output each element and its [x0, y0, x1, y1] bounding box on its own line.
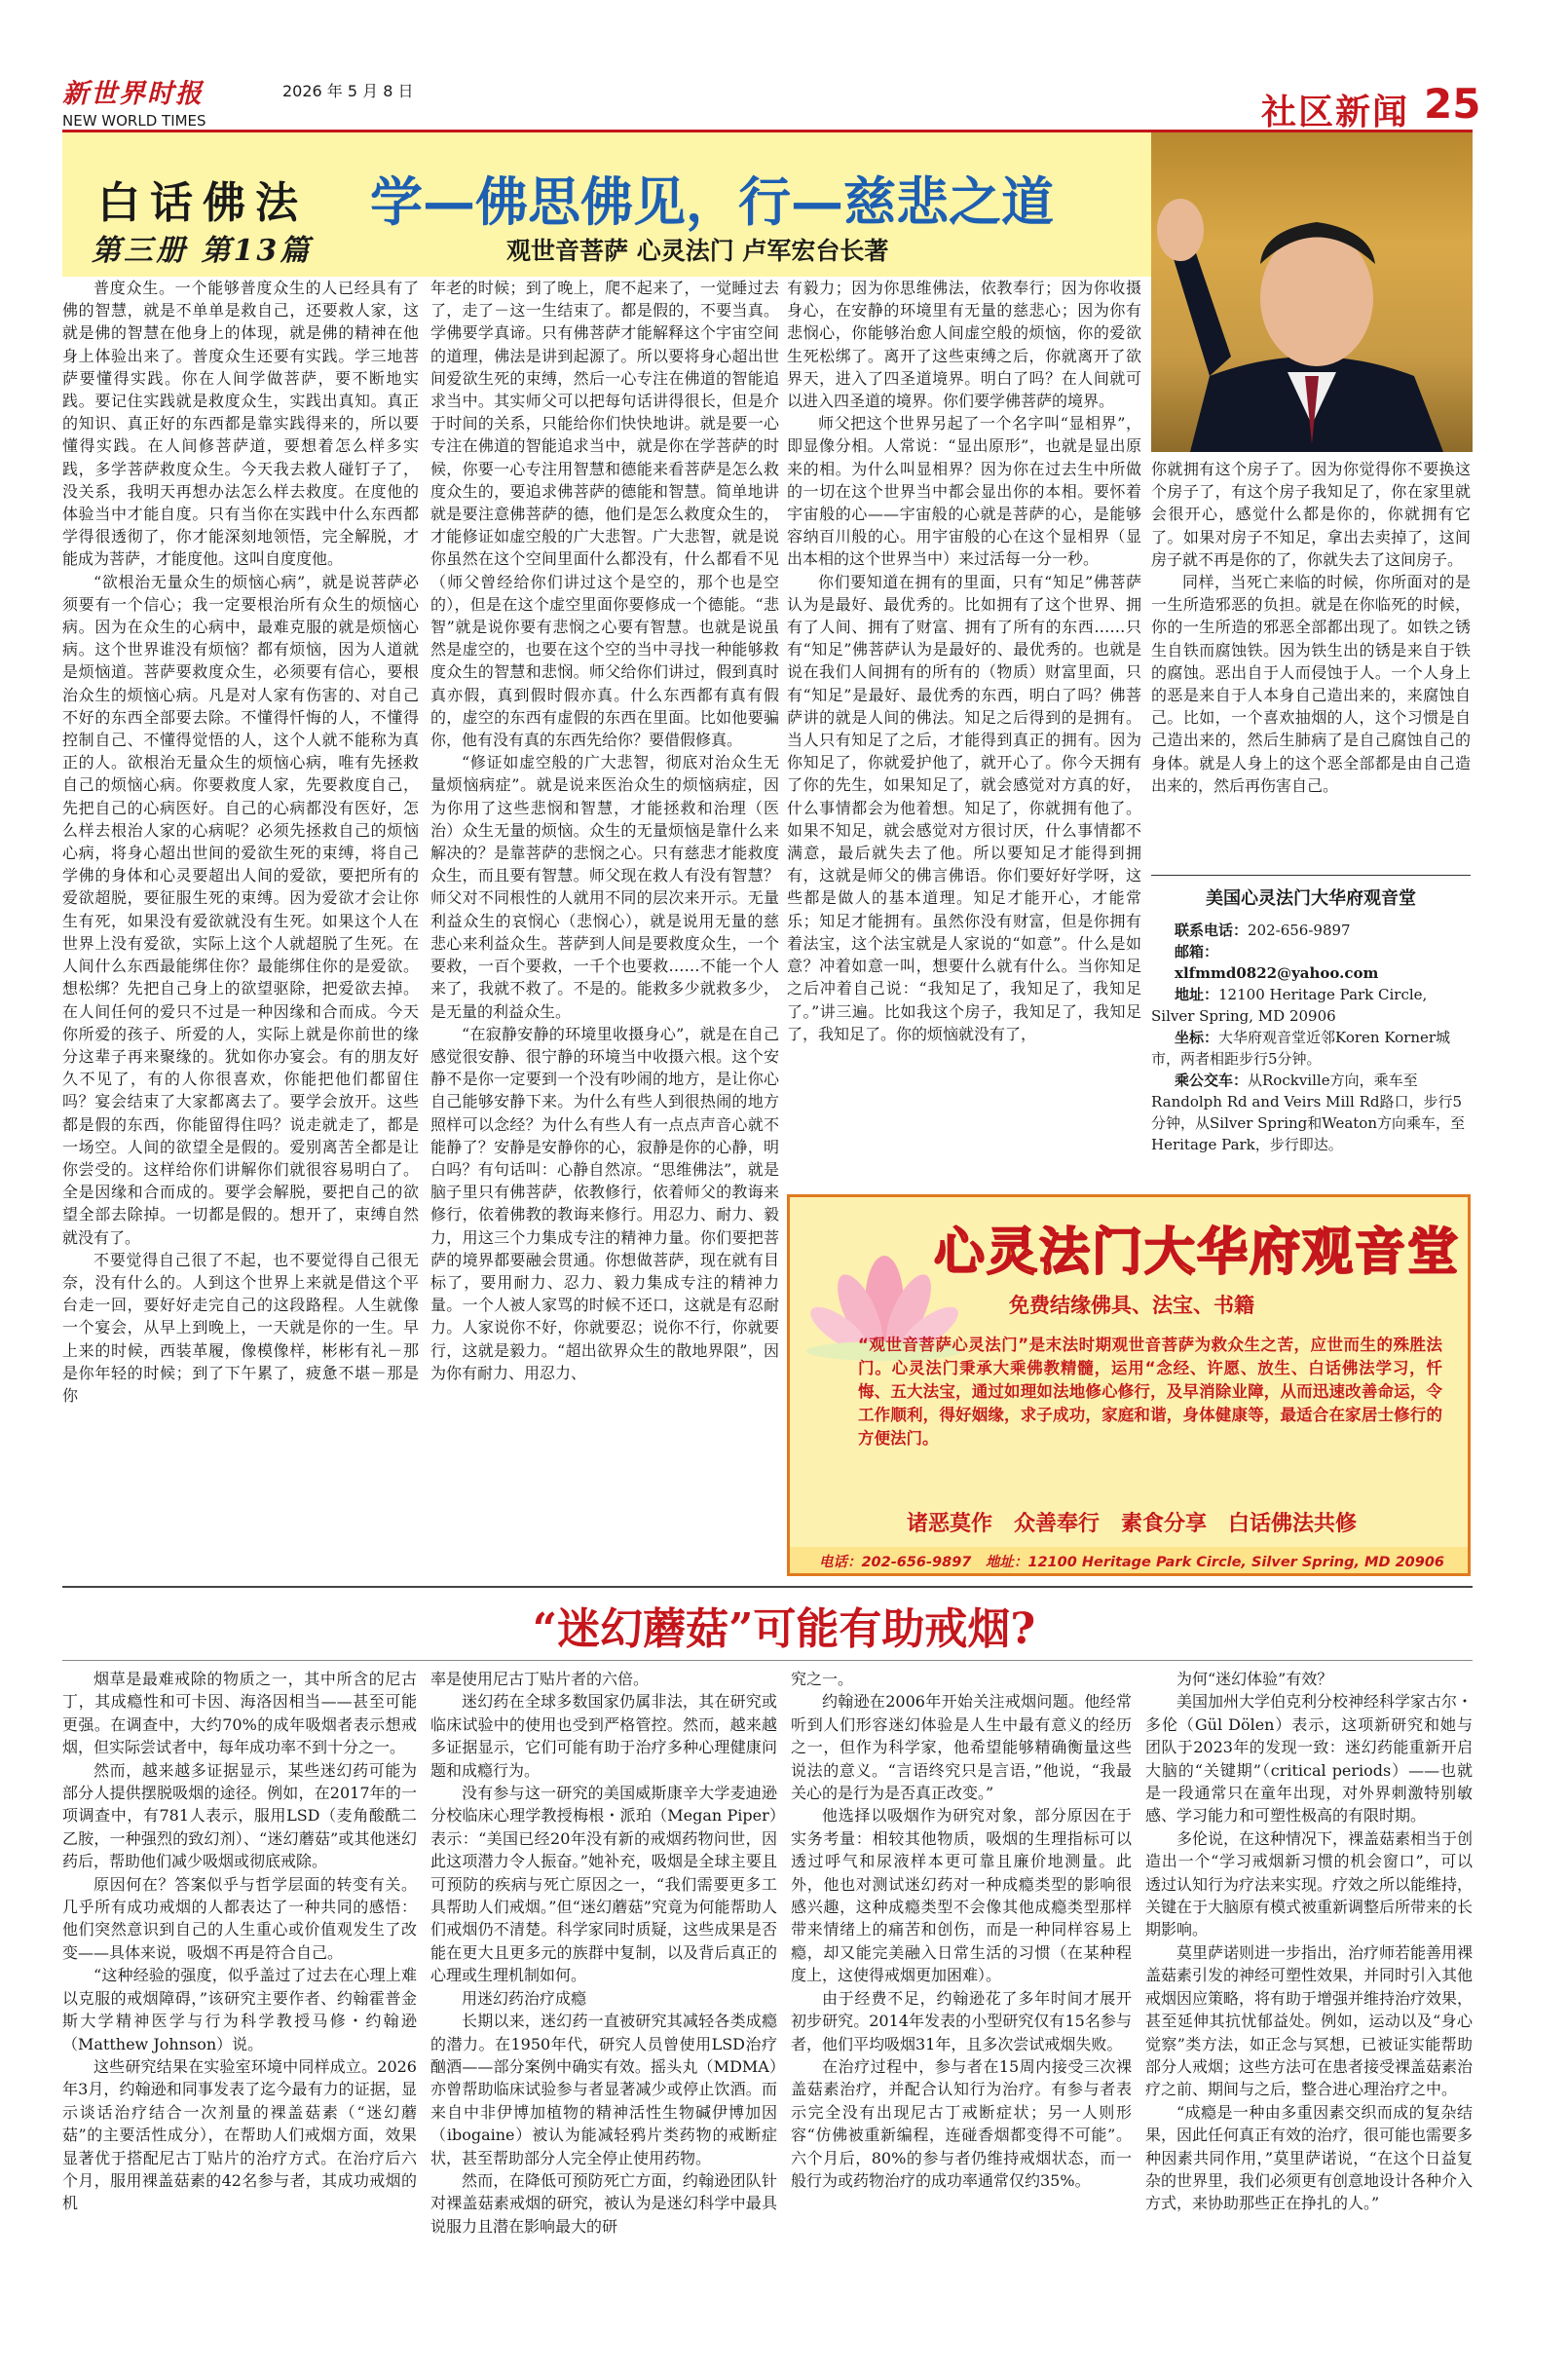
news-paragraph: 烟草是最难戒除的物质之一，其中所含的尼古丁，其成瘾性和可卡因、海洛因相当——甚至可能更强。在调查中，大约70%的成年吸烟者表示想戒烟，但实际尝试者中，每年成功率不到十分之一。 — [62, 1670, 417, 1757]
news-paragraph: 他选择以吸烟作为研究对象，部分原因在于实务考量：相较其他物质，吸烟的生理指标可以透过呼气和尿液样本更可靠且廉价地测量。此外，他也对测试迷幻药对一种成瘾类型的影响很感兴趣，这种成瘾类型不会像其他成瘾类型那样带来情绪上的痛苦和创伤，而是一种同样容易上瘾，却又能完美融入日常生活的习惯（在某种程度上，这使得戒烟更加困难）。 — [791, 1806, 1132, 1985]
email-address[interactable]: xlfmmd0822@yahoo.com — [1175, 964, 1379, 982]
ad-contact-bar: 电话：202-656-9897 地址：12100 Heritage Park Circle, Silver Spring, MD 20906 — [790, 1547, 1471, 1576]
email-label: 邮箱： — [1175, 943, 1219, 960]
news-paragraph: 原因何在？答案似乎与哲学层面的转变有关。几乎所有成功戒烟的人都表达了一种共同的感悟：他们突然意识到自己的人生重心或价值观发生了改变——具体来说，吸烟不再是符合自己。 — [62, 1874, 417, 1962]
bus-label: 乘公交车： — [1175, 1072, 1249, 1089]
contact-box — [1151, 883, 1471, 1155]
article-column-1 — [62, 277, 419, 1574]
news-paragraph: 没有参与这一研究的美国威斯康辛大学麦迪逊分校临床心理学教授梅根・派珀（Megan Piper）表示：“美国已经20年没有新的戒烟药物问世，因此这项潜力令人振奋。”她补充，吸烟是全球主要且可预防的疾病与死亡原因之一，“我们需要更多工具帮助人们戒烟。”但“迷幻蘑菇”究竟为何能帮助人们戒烟仍不清楚。科学家同时质疑，这些成果是否能在更大且更多元的族群中复制，以及背后真正的心理或生理机制如何。 — [430, 1784, 777, 1985]
address-value: 12100 Heritage Park Circle, Silver Spring, MD 20906 — [1151, 986, 1428, 1025]
news-paragraph: 在治疗过程中，参与者在15周内接受三次裸盖菇素治疗，并配合认知行为治疗。有参与者表示完全没有出现尼古丁戒断症状；另一人则形容“仿佛被重新编程，连碰香烟都变得不可能”。六个月后，80%的参与者仍维持戒烟状态，而一般行为或药物治疗的成功率通常仅约35%。 — [791, 2056, 1132, 2190]
address-label: 地址： — [1175, 986, 1219, 1003]
section-title: 社区新闻 — [1261, 92, 1410, 132]
landmark-value: 大华府观音堂近邻Koren Korner城市，两者相距步行5分钟。 — [1151, 1029, 1451, 1068]
news-column-4 — [1145, 1668, 1473, 2350]
series-title: 白话佛法 — [97, 178, 308, 228]
news-paragraph: 率是使用尼古丁贴片者的六倍。 — [430, 1670, 650, 1688]
news-paragraph: 迷幻药在全球多数国家仍属非法，其在研究或临床试验中的使用也受到严格管控。然而，越来越多证据显示，它们可能有助于治疗多种心理健康问题和成瘾行为。 — [430, 1692, 777, 1780]
masthead-english-name: NEW WORLD TIMES — [62, 112, 206, 130]
ad-motto: 诸恶莫作 众善奉行 素食分享 白话佛法共修 — [906, 1512, 1357, 1536]
issue-date: 2026 年 5 月 8 日 — [282, 82, 414, 100]
news-column-2 — [430, 1668, 777, 2350]
news-paragraph: 这些研究结果在实验室环境中同样成立。2026年3月，约翰逊和同事发表了迄今最有力的证据，显示谈话治疗结合一次剂量的裸盖菇素（“迷幻蘑菇”的主要活性成分），在帮助人们戒烟方面，效果显著优于搭配尼古丁贴片的治疗方式。在治疗后六个月，服用裸盖菇素的42名参与者，其成功戒烟的机 — [62, 2056, 417, 2213]
phone-label: 联系电话： — [1175, 922, 1249, 939]
news-paragraph: 然而，越来越多证据显示，某些迷幻药可能为部分人提供摆脱吸烟的途径。例如，在2017年的一项调查中，有781人表示，服用LSD（麦角酸酰二乙胺，一种强烈的致幻剂）、“迷幻蘑菇”或其他迷幻药后，帮助他们减少吸烟或彻底戒除。 — [62, 1760, 417, 1871]
news-paragraph: 然而，在降低可预防死亡方面，约翰逊团队针对裸盖菇素戒烟的研究，被认为是迷幻科学中最具说服力且潜在影响最大的研 — [430, 2170, 777, 2236]
article-paragraph: 你就拥有这个房子了。因为你觉得你不要换这个房子了，有这个房子我知足了，你在家里就会很开心，感觉什么都是你的，你就拥有它了。如果对房子不知足，拿出去卖掉了，这间房子就不再是你的了，你就失去了这间房子。 — [1151, 460, 1471, 569]
article-column-4 — [1151, 458, 1471, 867]
news-paragraph: 多伦说，在这种情况下，裸盖菇素相当于创造出一个“学习戒烟新习惯的机会窗口”，可以透过认知行为疗法来实现。疗效之所以能维持，关键在于大脑原有模式被重新调整后所带来的长期影响。 — [1145, 1828, 1473, 1939]
news-bottom-rule — [62, 1660, 1473, 1661]
news-paragraph: “成瘾是一种由多重因素交织而成的复杂结果，因此任何真正有效的治疗，很可能也需要多种因素共同作用，”莫里萨诺说，“在这个日益复杂的世界里，我们必须更有创意地设计各种介入方式，来协助那些正在挣扎的人。” — [1145, 2102, 1473, 2213]
news-subheading: 用迷幻药治疗成瘾 — [462, 1988, 587, 2008]
article-paragraph: 你们要知道在拥有的里面，只有“知足”佛菩萨认为是最好、最优秀的。比如拥有了这个世界、拥有了人间、拥有了财富、拥有了所有的东西……只有“知足”佛菩萨认为是最好的、最优秀的。也就是说在我们人间拥有的所有的（物质）财富里面，只有“知足”是最好、最优秀的东西，明白了吗？佛菩萨讲的就是人间的佛法。知足之后得到的是拥有。当人只有知足了之后，才能得到真正的拥有。因为你知足了，你就爱护他了，就开心了。你今天拥有了你的先生，如果知足了，就会感觉对方真的好，什么事情都会为他着想。知足了，你就拥有他了。如果不知足，就会感觉对方很讨厌，什么事情都不满意，最后就失去了他。所以要知足才能得到拥有，这就是师父的佛言佛语。你们要好好学呀，这些都是做人的基本道理。知足才能开心，才能常乐；知足才能拥有。虽然你没有财富，但是你拥有着法宝，这个法宝就是人家说的“如意”。什么是如意？冲着如意一叫，想要什么就有什么。当你知足之后冲着自己说：“我知足了，我知足了，我知足了。”讲三遍。比如我这个房子，我知足了，我知足了，我知足了。你的烦恼就没有了， — [787, 572, 1141, 1043]
article-paragraph: 师父把这个世界另起了一个名字叫“显相界”，即显像分相。人常说：“显出原形”，也就是显出原来的相。为什么叫显相界？因为你在过去生中所做的一切在这个世界当中都会显出你的本相。要怀着宇宙般的心——宇宙般的心就是菩萨的心，是能够容纳百川般的心。用宇宙般的心在这个显相界（显出本相的这个世界当中）来过活每一分一秒。 — [787, 414, 1141, 569]
article-column-2 — [430, 277, 779, 1574]
news-paragraph: “这种经验的强度，似乎盖过了过去在心理上难以克服的戒烟障碍，”该研究主要作者、约翰霍普金斯大学精神医学与行为科学教授马修・约翰逊（Matthew Johnson）说。 — [62, 1966, 417, 2053]
temple-advertisement — [787, 1194, 1471, 1576]
ad-subtitle: 免费结缘佛具、法宝、书籍 — [1009, 1294, 1254, 1317]
news-headline: “迷幻蘑菇”可能有助戒烟? — [532, 1604, 1036, 1654]
news-paragraph: 美国加州大学伯克利分校神经科学家古尔・多伦（Gül Dölen）表示，这项新研究和她与团队于2023年的发现一致：迷幻药能重新开启大脑的“关键期”（critical periods）——也就是一段通常只在童年出现，对外界刺激特别敏感、学习能力和可塑性极高的有限时期。 — [1145, 1692, 1473, 1826]
news-subheading: 为何“迷幻体验”有效？ — [1176, 1670, 1333, 1688]
news-paragraph: 由于经费不足，约翰逊花了多年时间才展开初步研究。2014年发表的小型研究仅有15名参与者，他们平均吸烟31年，且多次尝试戒烟失败。 — [791, 1988, 1132, 2053]
news-column-1 — [62, 1668, 417, 2350]
contact-title: 美国心灵法门大华府观音堂 — [1206, 888, 1416, 909]
news-top-rule — [62, 1586, 1473, 1588]
article-paragraph: 有毅力；因为你思维佛法，依教奉行；因为你收摄身心，在安静的环境里有无量的慈悲心；因为你有悲悯心，你能够治愈人间虚空般的烦恼，你的爱欲生死松绑了。离开了这些束缚之后，你就离开了欲界天，进入了四圣道境界。明白了吗？在人间就可以进入四圣道的境界。你们要学佛菩萨的境界。 — [787, 279, 1141, 411]
article-paragraph: 不要觉得自己很了不起，也不要觉得自己很无奈，没有什么的。人到这个世界上来就是借这个平台走一回，要好好走完自己的这段路程。人生就像一个宴会，从早上到晚上，一天就是你的一生。早上来的时候，西装革履，像模像样，彬彬有礼－那是你年轻的时候；到了下午累了，疲惫不堪－那是你 — [62, 1250, 419, 1405]
landmark-label: 坐标： — [1175, 1029, 1219, 1046]
page-number: 25 — [1424, 80, 1481, 128]
article-title: 学—佛思佛见，行—慈悲之道 — [370, 170, 1054, 233]
article-paragraph: “欲根治无量众生的烦恼心病”，就是说菩萨必须要有一个信心；我一定要根治所有众生的烦恼心病。因为在众生的心病中，最难克服的就是烦恼心病。这个世界谁没有烦恼？都有烦恼，因为人道就是烦恼道。菩萨要救度众生，必须要有信心，要根治众生的烦恼心病。凡是对人家有伤害的、对自己不好的东西全部要去除。不懂得忏悔的人，不懂得控制自己、不懂得觉悟的人，这个人就不能称为真正的人。欲根治无量众生的烦恼心病，唯有先拯救自己的烦恼心病。你要救度人家，先要救度自己，先把自己的心病医好。自己的心病都没有医好，怎么样去根治人家的心病呢？必须先拯救自己的烦恼心病，将身心超出世间的爱欲生死的束缚，将自己学佛的身体和心灵要超出人间的爱欲，要把所有的爱欲超脱，要征服生死的束缚。因为爱欲才会让你生有死，如果没有爱欲就没有生死。如果这个人在世界上没有爱欲，实际上这个人就超脱了生死。在人间什么东西最能绑住你？最能绑住你的是爱欲。想松绑？先把自己身上的欲望驱除，把爱欲去掉。在人间任何的爱只不过是一种因缘和合而成。今天你所爱的孩子、所爱的人，实际上就是你前世的缘分这辈子再来聚缘的。犹如你办宴会。有的朋友好久不见了，有的人你很喜欢，你能把他们都留住吗？宴会结束了大家都离去了。要学会放开。这些都是假的东西，你能留得住吗？说走就走了，都是一场空。人间的欲望全是假的。爱别离苦全都是让你尝受的。这样给你们讲解你们就很容易明白了。全是因缘和合而成的。要学会解脱，要把自己的欲望全部去除掉。一切都是假的。想开了，束缚自然就没有了。 — [62, 572, 419, 1247]
bus-directions: 从Rockville方向，乘车至Randolph Rd and Veirs Mill Rd路口，步行5分钟，从Silver Spring和Weaton方向乘车，至Heritage Park，步行即达。 — [1151, 1072, 1466, 1153]
article-paragraph: “在寂静安静的环境里收摄身心”，就是在自己感觉很安静、很宁静的环境当中收摄六根。这个安静不是你一定要到一个没有吵闹的地方，是让你心自己能够安静下来。为什么有些人到很热闹的地方照样可以念经？为什么有些人有一点点声音心就不能静了？安静是安静你的心，寂静是你的心静，明白吗？有句话叫：心静自然凉。“思维佛法”，就是脑子里只有佛菩萨，依教修行，依着师父的教诲来修行，依着佛教的教诲来修行。用忍力、耐力、毅力，用这三个力集成专注的精神力量。你们要把菩萨的境界都要融会贯通。你想做菩萨，现在就有目标了，要用耐力、忍力、毅力集成专注的精神力量。一个人被人家骂的时候不还口，这就是有忍耐力。人家说你不好，你就要忍；说你不行，你就要行，这就是毅力。“超出欲界众生的散地界限”，因为你有耐力、用忍力、 — [430, 1024, 779, 1382]
news-paragraph: 约翰逊在2006年开始关注戒烟问题。他经常听到人们形容迷幻体验是人生中最有意义的经历之一，但作为科学家，他希望能够精确衡量这些说法的意义。“言语终究只是言语，”他说，“我最关心的是行为是否真正改变。” — [791, 1692, 1132, 1803]
ad-title: 心灵法门大华府观音堂 — [934, 1223, 1461, 1282]
news-paragraph: 究之一。 — [791, 1670, 854, 1688]
article-paragraph: 同样，当死亡来临的时候，你所面对的是一生所造邪恶的负担。就是在你临死的时候，你的一生所造的邪恶全部都出现了。如铁之锈生自铁而腐蚀铁。因为铁生出的锈是来自于铁的腐蚀。恶出自于人而侵蚀于人。一个人身上的恶是来自于人本身自己造出来的，来腐蚀自己。比如，一个喜欢抽烟的人，这个习惯是自己造出来的，然后生肺病了是自己腐蚀自己的身体。就是人身上的这个恶全部都是由自己造出来的，然后再伤害自己。 — [1151, 573, 1471, 795]
ad-body: “观世音菩萨心灵法门”是末法时期观世音菩萨为救众生之苦，应世而生的殊胜法门。心灵法门秉承大乘佛教精髓，运用“念经、许愿、放生、白话佛法学习，忏悔、五大法宝，通过如理如法地修心修行，及早消除业障，从而迅速改善命运，令工作顺利，得好姻缘，求子成功，家庭和谐，身体健康等，最适合在家居士修行的方便法门。 — [858, 1336, 1442, 1448]
volume-label: 第三册 第13篇 — [92, 234, 313, 268]
article-column-3 — [787, 277, 1141, 1186]
article-author: 观世音菩萨 心灵法门 卢军宏台长著 — [506, 237, 889, 265]
article-paragraph: “修证如虚空般的广大悲智，彻底对治众生无量烦恼病症”。就是说来医治众生的烦恼病症，因为你用了这些悲悯和智慧，才能拯救和治理（医治）众生无量的烦恼。众生的无量烦恼是靠什么来解决的？是靠菩萨的悲悯之心。只有慈悲才能救度众生，而且要有智慧。师父现在救人有没有智慧？师父对不同根性的人就用不同的层次来开示。无量利益众生的哀悯心（悲悯心），就是说用无量的慈悲心来利益众生。菩萨到人间是要救度众生，一个要救，一百个要救，一千个也要救……不能一个人来了，我就不救了。不是的。能救多少就救多少，是无量的利益众生。 — [430, 753, 779, 1021]
news-paragraph: 莫里萨诺则进一步指出，治疗师若能善用裸盖菇素引发的神经可塑性效果，并同时引入其他戒烟因应策略，将有助于增强并维持治疗效果，甚至延伸其抗忧郁益处。例如，运动以及“身心觉察”类方法，如正念与冥想，已被证实能帮助部分人戒烟；这些方法可在患者接受裸盖菇素治疗之前、期间与之后，整合进心理治疗之中。 — [1145, 1942, 1473, 2099]
phone-number: 202-656-9897 — [1248, 922, 1351, 939]
contact-divider — [1151, 875, 1471, 876]
article-paragraph: 普度众生。一个能够普度众生的人已经具有了佛的智慧，就是不单单是救自己，还要救人家，这就是佛的智慧在他身上的体现，就是佛的精神在他身上体验出来了。普度众生还要有实践。学三地菩萨要懂得实践。你在人间学做菩萨，要不断地实践。要记住实践就是救度众生，实践出真知。真正的知识、真正好的东西都是靠实践得来的，所以要懂得实践。在人间修菩萨道，要想着怎么样多实践，多学菩萨救度众生。今天我去救人碰钉子了，没关系，我明天再想办法怎么样去救度。在度他的体验当中才能自度。只有当你在实践中什么东西都学得很透彻了，你才能深刻地领悟，完全解脱，才能成为菩萨，才能度他。这叫自度度他。 — [62, 279, 419, 569]
author-portrait-photo — [1151, 132, 1473, 452]
news-column-3 — [791, 1668, 1132, 2350]
news-paragraph: 长期以来，迷幻药一直被研究其减轻各类成瘾的潜力。在1950年代，研究人员曾使用LSD治疗酗酒——部分案例中确实有效。摇头丸（MDMA）亦曾帮助临床试验参与者显著减少或停止饮酒。而来自中非伊博加植物的精神活性生物碱伊博加因（ibogaine）被认为能减轻鸦片类药物的戒断症状，甚至帮助部分人完全停止使用药物。 — [430, 2012, 777, 2167]
masthead-logo: 新世界时报 — [62, 79, 204, 109]
article-paragraph: 年老的时候；到了晚上，爬不起来了，一觉睡过去了，走了－这一生结束了。都是假的，不要当真。学佛要学真谛。只有佛菩萨才能解释这个宇宙空间的道理，佛法是讲到起源了。所以要将身心超出世间爱欲生死的束缚，然后一心专注在佛道的智能追求当中。其实师父可以把每句话讲得很长，但是介于时间的关系，只能给你们快快地讲。就是要一心专注在佛道的智能追求当中，就是你在学菩萨的时候，你要一心专注用智慧和德能来看菩萨是怎么救度众生的，要追求佛菩萨的德能和智慧。简单地讲就是要注意佛菩萨的德，他们是怎么救度众生的，才能修证如虚空般的广大悲智。广大悲智，就是说你虽然在这个空间里面什么都没有，什么都看不见（师父曾经给你们讲过这个是空的，那个也是空的），但是在这个虚空里面你要修成一个德能。“悲智”就是说你要有悲悯之心要有智慧。也就是说虽然是虚空的，也要在这个空的当中寻找一种能够救度众生的智慧和悲悯。师父给你们讲过，假到真时真亦假，真到假时假亦真。什么东西都有真有假的，虚空的东西有虚假的东西在里面。比如他要骗你，他有没有真的东西先给你？要借假修真。 — [430, 279, 779, 750]
